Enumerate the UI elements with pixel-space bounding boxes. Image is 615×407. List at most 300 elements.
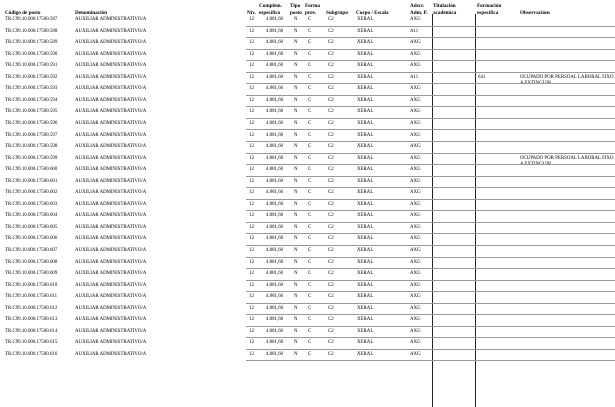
cell-adscr: AXG [410, 224, 421, 230]
cell-complemento: 4.881,60 [266, 97, 284, 103]
cell-forma: C [308, 17, 312, 22]
table-row [0, 50, 615, 62]
cell-formacion: 641 [478, 74, 486, 80]
table-row [0, 350, 615, 362]
cell-complemento: 4.881,60 [266, 201, 284, 207]
table-row [0, 315, 615, 327]
cell-nivel: 12 [249, 224, 254, 230]
cell-nivel: 12 [249, 132, 254, 138]
cell-code: TR.C99.10.000.17500.610 [5, 282, 58, 288]
cell-forma: C [308, 40, 312, 46]
header-formacion-l2: específica [477, 10, 499, 16]
cell-adscr: AXG [410, 86, 421, 92]
cell-nivel: 12 [249, 28, 254, 34]
cell-tipo: N [294, 28, 298, 34]
cell-corpo: XERAL [357, 40, 374, 46]
cell-tipo: N [294, 248, 298, 253]
cell-complemento: 4.881,60 [266, 351, 284, 357]
cell-denominacion: AUXILIAR ADMINISTRATIVO/A [75, 109, 147, 115]
cell-corpo: XERAL [357, 294, 374, 300]
cell-nivel: 12 [249, 236, 254, 242]
cell-complemento: 4.881,60 [266, 305, 284, 311]
table-row [0, 223, 615, 235]
cell-code: TR.C99.10.000.17500.587 [5, 17, 58, 22]
cell-adscr: AXG [410, 236, 421, 242]
table-row [0, 154, 615, 166]
cell-adscr: AXG [410, 132, 421, 138]
header-corpo: Corpo / Escala [356, 10, 389, 16]
cell-corpo: XERAL [357, 132, 374, 138]
cell-denominacion: AUXILIAR ADMINISTRATIVO/A [75, 201, 147, 207]
cell-denominacion: AUXILIAR ADMINISTRATIVO/A [75, 155, 147, 161]
cell-subgrupo: C2 [328, 328, 334, 334]
cell-code: TR.C99.10.000.17500.599 [5, 155, 58, 161]
cell-complemento: 4.881,60 [266, 109, 284, 115]
cell-subgrupo: C2 [328, 213, 334, 219]
table-row [0, 131, 615, 143]
cell-denominacion: AUXILIAR ADMINISTRATIVO/A [75, 328, 147, 334]
table-row [0, 119, 615, 131]
cell-nivel: 12 [249, 259, 254, 265]
cell-code: TR.C99.10.000.17500.602 [5, 190, 58, 196]
cell-subgrupo: C2 [328, 201, 334, 207]
cell-denominacion: AUXILIAR ADMINISTRATIVO/A [75, 259, 147, 265]
cell-denominacion: AUXILIAR ADMINISTRATIVO/A [75, 351, 147, 357]
cell-corpo: XERAL [357, 317, 374, 323]
cell-complemento: 4.881,60 [266, 340, 284, 346]
cell-nivel: 12 [249, 190, 254, 196]
cell-complemento: 4.881,60 [266, 40, 284, 46]
cell-corpo: XERAL [357, 271, 374, 277]
cell-nivel: 12 [249, 51, 254, 57]
cell-tipo: N [294, 213, 298, 219]
cell-complemento: 4.881,60 [266, 213, 284, 219]
cell-code: TR.C99.10.000.17500.605 [5, 224, 58, 230]
cell-corpo: XERAL [357, 224, 374, 230]
cell-denominacion: AUXILIAR ADMINISTRATIVO/A [75, 317, 147, 323]
table-row [0, 142, 615, 154]
cell-subgrupo: C2 [328, 97, 334, 103]
table-row [0, 338, 615, 350]
cell-tipo: N [294, 132, 298, 138]
cell-forma: C [308, 201, 312, 207]
cell-tipo: N [294, 317, 298, 323]
cell-nivel: 12 [249, 97, 254, 103]
cell-adscr: AXG [410, 51, 421, 57]
cell-denominacion: AUXILIAR ADMINISTRATIVO/A [75, 120, 147, 126]
cell-nivel: 12 [249, 213, 254, 219]
cell-adscr: AXG [410, 248, 421, 253]
cell-denominacion: AUXILIAR ADMINISTRATIVO/A [75, 224, 147, 230]
cell-corpo: XERAL [357, 305, 374, 311]
cell-complemento: 4.881,60 [266, 51, 284, 57]
table-row [0, 281, 615, 293]
cell-complemento: 4.881,60 [266, 178, 284, 184]
cell-subgrupo: C2 [328, 155, 334, 161]
cell-complemento: 4.881,60 [266, 144, 284, 150]
cell-adscr: A11 [410, 74, 419, 80]
table-row [0, 327, 615, 339]
cell-tipo: N [294, 236, 298, 242]
cell-denominacion: AUXILIAR ADMINISTRATIVO/A [75, 51, 147, 57]
cell-nivel: 12 [249, 86, 254, 92]
cell-code: TR.C99.10.000.17500.590 [5, 51, 58, 57]
cell-code: TR.C99.10.000.17500.591 [5, 63, 58, 69]
cell-corpo: XERAL [357, 63, 374, 69]
cell-adscr: AXG [410, 178, 421, 184]
cell-code: TR.C99.10.000.17500.597 [5, 132, 58, 138]
cell-subgrupo: C2 [328, 248, 334, 253]
cell-forma: C [308, 213, 312, 219]
cell-corpo: XERAL [357, 248, 374, 253]
cell-corpo: XERAL [357, 74, 374, 80]
cell-forma: C [308, 86, 312, 92]
cell-corpo: XERAL [357, 236, 374, 242]
cell-complemento: 4.881,60 [266, 294, 284, 300]
cell-code: TR.C99.10.000.17500.609 [5, 271, 58, 277]
table-row [0, 107, 615, 119]
cell-complemento: 4.881,60 [266, 282, 284, 288]
cell-corpo: XERAL [357, 120, 374, 126]
table-row [0, 200, 615, 212]
cell-tipo: N [294, 51, 298, 57]
cell-complemento: 4.881,60 [266, 248, 284, 253]
cell-nivel: 12 [249, 248, 254, 253]
cell-nivel: 12 [249, 144, 254, 150]
header-complemento-l1: Complem. [259, 3, 282, 9]
cell-adscr: AXG [410, 317, 421, 323]
table-row [0, 177, 615, 189]
cell-tipo: N [294, 294, 298, 300]
table-row [0, 73, 615, 85]
cell-denominacion: AUXILIAR ADMINISTRATIVO/A [75, 340, 147, 346]
cell-forma: C [308, 132, 312, 138]
cell-observacions: OCUPADO POR PERSOAL LABORAL FIXO A EXTINGUIR [520, 155, 614, 167]
header-titulacion-l2: académica [433, 10, 457, 16]
cell-forma: C [308, 224, 312, 230]
row-rule [246, 360, 615, 361]
cell-nivel: 12 [249, 109, 254, 115]
cell-code: TR.C99.10.000.17500.603 [5, 201, 58, 207]
cell-subgrupo: C2 [328, 190, 334, 196]
cell-subgrupo: C2 [328, 294, 334, 300]
cell-tipo: N [294, 351, 298, 357]
cell-forma: C [308, 305, 312, 311]
cell-nivel: 12 [249, 305, 254, 311]
table-row [0, 269, 615, 281]
cell-adscr: AXG [410, 340, 421, 346]
cell-code: TR.C99.10.000.17500.598 [5, 144, 58, 150]
cell-complemento: 4.881,60 [266, 74, 284, 80]
cell-nivel: 12 [249, 351, 254, 357]
cell-subgrupo: C2 [328, 28, 334, 34]
cell-subgrupo: C2 [328, 167, 334, 173]
cell-adscr: AXG [410, 167, 421, 173]
cell-adscr: AXG [410, 213, 421, 219]
cell-complemento: 4.881,60 [266, 271, 284, 277]
cell-tipo: N [294, 86, 298, 92]
cell-tipo: N [294, 109, 298, 115]
cell-code: TR.C99.10.000.17500.614 [5, 328, 58, 334]
cell-observacions: OCUPADO POR PERSOAL LABORAL FIXO A EXTINGUIR [520, 74, 614, 86]
cell-corpo: XERAL [357, 97, 374, 103]
cell-denominacion: AUXILIAR ADMINISTRATIVO/A [75, 144, 147, 150]
cell-subgrupo: C2 [328, 224, 334, 230]
cell-subgrupo: C2 [328, 51, 334, 57]
cell-tipo: N [294, 178, 298, 184]
cell-denominacion: AUXILIAR ADMINISTRATIVO/A [75, 213, 147, 219]
cell-forma: C [308, 317, 312, 323]
cell-forma: C [308, 259, 312, 265]
table-row [0, 84, 615, 96]
cell-forma: C [308, 340, 312, 346]
cell-code: TR.C99.10.000.17500.611 [5, 294, 58, 300]
cell-subgrupo: C2 [328, 109, 334, 115]
cell-subgrupo: C2 [328, 132, 334, 138]
cell-forma: C [308, 351, 312, 357]
cell-corpo: XERAL [357, 351, 374, 357]
cell-tipo: N [294, 328, 298, 334]
header-nivel: Niv. [247, 10, 256, 16]
cell-denominacion: AUXILIAR ADMINISTRATIVO/A [75, 17, 147, 22]
cell-adscr: AXG [410, 190, 421, 196]
cell-denominacion: AUXILIAR ADMINISTRATIVO/A [75, 236, 147, 242]
table-row [0, 15, 615, 27]
cell-code: TR.C99.10.000.17500.615 [5, 340, 58, 346]
cell-code: TR.C99.10.000.17500.601 [5, 178, 58, 184]
cell-denominacion: AUXILIAR ADMINISTRATIVO/A [75, 305, 147, 311]
cell-complemento: 4.881,60 [266, 86, 284, 92]
cell-denominacion: AUXILIAR ADMINISTRATIVO/A [75, 132, 147, 138]
cell-adscr: A11 [410, 28, 419, 34]
cell-complemento: 4.881,60 [266, 132, 284, 138]
cell-corpo: XERAL [357, 213, 374, 219]
cell-corpo: XERAL [357, 328, 374, 334]
cell-subgrupo: C2 [328, 271, 334, 277]
cell-nivel: 12 [249, 74, 254, 80]
cell-adscr: AXG [410, 63, 421, 69]
cell-tipo: N [294, 74, 298, 80]
table-row [0, 165, 615, 177]
cell-tipo: N [294, 340, 298, 346]
cell-subgrupo: C2 [328, 40, 334, 46]
cell-forma: C [308, 63, 312, 69]
cell-denominacion: AUXILIAR ADMINISTRATIVO/A [75, 271, 147, 277]
cell-code: TR.C99.10.000.17500.593 [5, 86, 58, 92]
cell-forma: C [308, 109, 312, 115]
cell-nivel: 12 [249, 120, 254, 126]
cell-nivel: 12 [249, 271, 254, 277]
cell-corpo: XERAL [357, 340, 374, 346]
cell-tipo: N [294, 259, 298, 265]
cell-nivel: 12 [249, 17, 254, 22]
cell-nivel: 12 [249, 178, 254, 184]
table-row [0, 304, 615, 316]
cell-complemento: 4.881,60 [266, 224, 284, 230]
cell-denominacion: AUXILIAR ADMINISTRATIVO/A [75, 74, 147, 80]
table-row [0, 234, 615, 246]
cell-denominacion: AUXILIAR ADMINISTRATIVO/A [75, 190, 147, 196]
cell-nivel: 12 [249, 63, 254, 69]
cell-adscr: AXG [410, 259, 421, 265]
header-forma-l2: prov. [305, 10, 317, 16]
cell-subgrupo: C2 [328, 259, 334, 265]
cell-denominacion: AUXILIAR ADMINISTRATIVO/A [75, 248, 147, 253]
cell-forma: C [308, 167, 312, 173]
table-row [0, 38, 615, 50]
cell-code: TR.C99.10.000.17500.613 [5, 317, 58, 323]
header-denominacion: Denominación [75, 10, 107, 16]
header-tipo-l2: posto [290, 10, 302, 16]
cell-code: TR.C99.10.000.17500.592 [5, 74, 58, 80]
cell-tipo: N [294, 224, 298, 230]
table-row [0, 188, 615, 200]
cell-forma: C [308, 97, 312, 103]
cell-forma: C [308, 328, 312, 334]
cell-tipo: N [294, 40, 298, 46]
table-row [0, 292, 615, 304]
cell-subgrupo: C2 [328, 86, 334, 92]
cell-tipo: N [294, 167, 298, 173]
cell-code: TR.C99.10.000.17500.589 [5, 40, 58, 46]
cell-tipo: N [294, 17, 298, 22]
cell-corpo: XERAL [357, 144, 374, 150]
cell-complemento: 4.881,60 [266, 259, 284, 265]
cell-denominacion: AUXILIAR ADMINISTRATIVO/A [75, 282, 147, 288]
cell-code: TR.C99.10.000.17500.604 [5, 213, 58, 219]
cell-corpo: XERAL [357, 155, 374, 161]
header-observacions: Observacións [520, 10, 550, 16]
cell-corpo: XERAL [357, 178, 374, 184]
header-subgrupo: Subgrupo [326, 10, 348, 16]
cell-subgrupo: C2 [328, 351, 334, 357]
cell-adscr: AXG [410, 282, 421, 288]
cell-corpo: XERAL [357, 28, 374, 34]
cell-corpo: XERAL [357, 109, 374, 115]
cell-forma: C [308, 51, 312, 57]
cell-forma: C [308, 190, 312, 196]
cell-complemento: 4.881,60 [266, 17, 284, 22]
cell-denominacion: AUXILIAR ADMINISTRATIVO/A [75, 294, 147, 300]
cell-adscr: AXG [410, 97, 421, 103]
cell-forma: C [308, 144, 312, 150]
cell-subgrupo: C2 [328, 120, 334, 126]
header-codigo: Código de posto [5, 10, 41, 16]
cell-forma: C [308, 236, 312, 242]
cell-denominacion: AUXILIAR ADMINISTRATIVO/A [75, 167, 147, 173]
cell-tipo: N [294, 63, 298, 69]
table-row [0, 258, 615, 270]
cell-nivel: 12 [249, 340, 254, 346]
cell-adscr: AXG [410, 17, 421, 22]
cell-code: TR.C99.10.000.17500.608 [5, 259, 58, 265]
cell-complemento: 4.881,60 [266, 328, 284, 334]
cell-nivel: 12 [249, 155, 254, 161]
cell-tipo: N [294, 305, 298, 311]
cell-tipo: N [294, 201, 298, 207]
cell-tipo: N [294, 144, 298, 150]
cell-tipo: N [294, 97, 298, 103]
cell-denominacion: AUXILIAR ADMINISTRATIVO/A [75, 63, 147, 69]
cell-complemento: 4.881,60 [266, 167, 284, 173]
cell-tipo: N [294, 190, 298, 196]
cell-nivel: 12 [249, 40, 254, 46]
header-complemento-l2: específico [259, 10, 281, 16]
cell-forma: C [308, 271, 312, 277]
cell-forma: C [308, 74, 312, 80]
cell-nivel: 12 [249, 167, 254, 173]
cell-subgrupo: C2 [328, 74, 334, 80]
cell-subgrupo: C2 [328, 317, 334, 323]
cell-forma: C [308, 28, 312, 34]
table-row [0, 61, 615, 73]
cell-denominacion: AUXILIAR ADMINISTRATIVO/A [75, 86, 147, 92]
cell-forma: C [308, 155, 312, 161]
cell-corpo: XERAL [357, 167, 374, 173]
cell-subgrupo: C2 [328, 17, 334, 22]
cell-nivel: 12 [249, 294, 254, 300]
cell-forma: C [308, 178, 312, 184]
table-row [0, 211, 615, 223]
cell-subgrupo: C2 [328, 282, 334, 288]
cell-corpo: XERAL [357, 201, 374, 207]
cell-adscr: AXG [410, 144, 421, 150]
cell-subgrupo: C2 [328, 144, 334, 150]
cell-corpo: XERAL [357, 190, 374, 196]
cell-adscr: AXG [410, 305, 421, 311]
cell-subgrupo: C2 [328, 340, 334, 346]
cell-corpo: XERAL [357, 51, 374, 57]
header-forma-l1: Forma [305, 3, 320, 9]
header-adscr-l1: Adscr. [410, 3, 425, 9]
cell-code: TR.C99.10.000.17500.616 [5, 351, 58, 357]
cell-complemento: 4.881,60 [266, 236, 284, 242]
table-row [0, 27, 615, 39]
cell-subgrupo: C2 [328, 236, 334, 242]
cell-code: TR.C99.10.000.17500.600 [5, 167, 58, 173]
cell-corpo: XERAL [357, 282, 374, 288]
table-row [0, 246, 615, 258]
cell-tipo: N [294, 282, 298, 288]
cell-code: TR.C99.10.000.17500.588 [5, 28, 58, 34]
cell-tipo: N [294, 271, 298, 277]
cell-adscr: AXG [410, 40, 421, 46]
cell-complemento: 4.881,60 [266, 63, 284, 69]
cell-complemento: 4.881,60 [266, 190, 284, 196]
cell-code: TR.C99.10.000.17500.612 [5, 305, 58, 311]
cell-adscr: AXG [410, 351, 421, 357]
cell-nivel: 12 [249, 328, 254, 334]
cell-forma: C [308, 294, 312, 300]
cell-nivel: 12 [249, 201, 254, 207]
cell-denominacion: AUXILIAR ADMINISTRATIVO/A [75, 40, 147, 46]
cell-complemento: 4.881,60 [266, 317, 284, 323]
cell-adscr: AXG [410, 201, 421, 207]
cell-corpo: XERAL [357, 86, 374, 92]
cell-tipo: N [294, 120, 298, 126]
cell-complemento: 4.881,60 [266, 120, 284, 126]
header-formacion-l1: Formación [477, 3, 502, 9]
cell-adscr: AXG [410, 294, 421, 300]
cell-adscr: AXG [410, 109, 421, 115]
cell-subgrupo: C2 [328, 305, 334, 311]
cell-forma: C [308, 120, 312, 126]
cell-denominacion: AUXILIAR ADMINISTRATIVO/A [75, 97, 147, 103]
cell-forma: C [308, 282, 312, 288]
cell-adscr: AXG [410, 328, 421, 334]
table-row [0, 96, 615, 108]
cell-code: TR.C99.10.000.17500.606 [5, 236, 58, 242]
